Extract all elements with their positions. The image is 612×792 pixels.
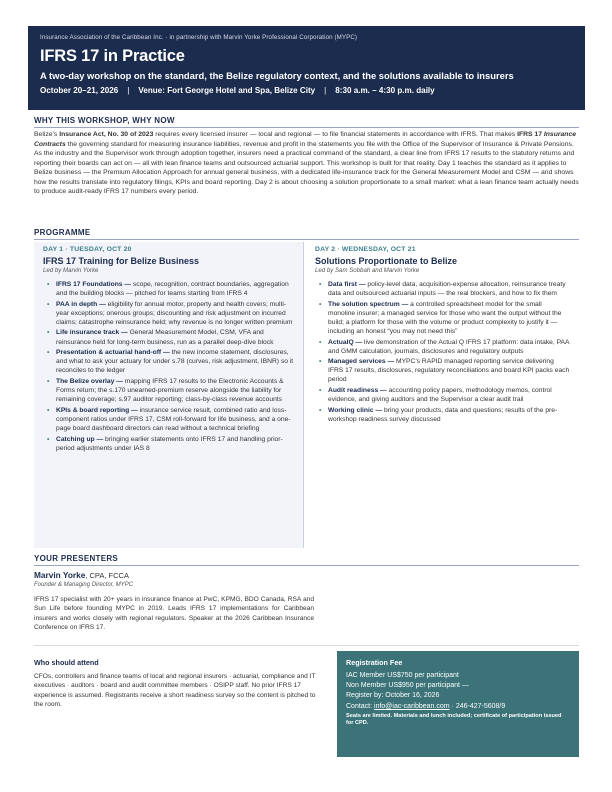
day2-topic-list <box>315 280 570 424</box>
page-subtitle: A two-day workshop on the standard, the Belize regulatory context, and the solutions available to insurers <box>40 70 514 81</box>
contact-line: Contact: info@iac-caribbean.com · 246-427-5608/9 <box>346 702 506 710</box>
member-fee: IAC Member US$750 per participant <box>346 672 459 679</box>
page-title: IFRS 17 in Practice <box>40 47 185 65</box>
day1-topic-list <box>43 280 294 453</box>
list-item: • The solution spectrum — a controlled spreadsheet model for the small monoline insurer; a managed service for those who want the output without the build; a platform for those with the volume or product complexity to justify it — including an honest “you may not need this” <box>315 300 570 336</box>
registration-note: Seats are limited. Materials and lunch included; certificate of participation issued for CPD. <box>346 712 562 727</box>
presenter-credentials: , CPA, FCCA <box>85 571 129 580</box>
header-banner <box>28 26 585 110</box>
separator: | <box>324 86 327 95</box>
section-heading-why: WHY THIS WORKSHOP, WHY NOW <box>34 116 579 128</box>
list-item: • Presentation & actuarial hand-off — the new income statement, disclosures, and what to ask your actuary for under s.78 (curves, risk adjustment, IBNR) so it reconciles to the ledger <box>43 348 294 375</box>
day2-label: DAY 2 · WEDNESDAY, OCT 21 <box>315 246 416 253</box>
list-item: • Audit readiness — accounting policy papers, methodology memos, control evidence, and giving auditors and the Supervisor a clear audit trail <box>315 386 570 404</box>
registration-box <box>337 651 579 757</box>
presenter-bio: IFRS 17 specialist with 20+ years in insurance finance at PwC, KPMG, BDO Canada, RSA and Sun Life before founding MYPC in 2019. Leads IFRS 17 implementations for Caribbean insurers and works closely with regional regulators. Speaker at the 2026 Caribbean Insurance Conference on IFRS 17. <box>34 596 314 631</box>
event-dates: October 20–21, 2026 <box>40 86 119 95</box>
register-deadline: Register by: October 16, 2026 <box>346 692 440 700</box>
presenter-card <box>34 570 314 632</box>
list-item: • Managed services — MYPC’s RAPID managed reporting service delivering IFRS 17 results, disclosures, regulatory reconciliations and board KPI packs each period <box>315 357 570 384</box>
presenter-role: Founder & Managing Director, MYPC <box>34 582 134 588</box>
list-item: • Life insurance track — General Measurement Model, CSM, VFA and reinsurance held for long-term business, run as a parallel deep-dive block <box>43 328 294 346</box>
list-item: • Working clinic — bring your products, data and questions; results of the pre-workshop readiness survey discussed <box>315 406 570 424</box>
contact-email-link[interactable]: info@iac-caribbean.com <box>374 702 450 710</box>
day2-title: Solutions Proportionate to Belize <box>315 256 458 266</box>
list-item: • ActualQ — live demonstration of the Actual Q IFRS 17 platform: data intake, PAA and GMM calculation, journals, disclosures and regulatory outputs <box>315 338 570 356</box>
registration-title: Registration Fee <box>346 658 403 667</box>
audience-text: CFOs, controllers and finance teams of local and regional insurers · actuarial, compliance and IT executives · auditors · board and audit committee members · OSIPP staff. No prior IFRS 17 experience is assumed. Registrants receive a short readiness survey so the content is pitched to the room. <box>34 673 316 708</box>
list-item: • KPIs & board reporting — insurance service result, combined ratio and loss-component ratios under IFRS 17, CSM roll-forward for life business, and a one-page board dashboard directors can read without a technical briefing <box>43 406 294 433</box>
list-item: • The Belize overlay — mapping IFRS 17 results to the Electronic Accounts & Forms return; the s.170 unearned-premium reserve alongside the liability for remaining coverage; s.97 auditor reporting; class-by-class revenue accounts <box>43 377 294 404</box>
contact-phone: · 246-427-5608/9 <box>449 702 506 710</box>
list-item: • IFRS 17 Foundations — scope, recognition, contract boundaries, aggregation and the building blocks — pitched for teams starting from IFRS 4 <box>43 280 294 298</box>
presenter-name: Marvin Yorke, CPA, FCCA <box>34 570 129 580</box>
day1-title: IFRS 17 Training for Belize Business <box>43 256 200 266</box>
day1-label: DAY 1 · TUESDAY, OCT 20 <box>43 246 132 253</box>
act-name: Insurance Act, No. 30 of 2023 <box>59 131 154 138</box>
day1-lead: Led by Marvin Yorke <box>43 267 99 274</box>
section-heading-presenters: YOUR PRESENTERS <box>34 554 579 566</box>
day1-panel <box>34 242 304 548</box>
divider <box>34 645 579 646</box>
organizer-line: Insurance Association of the Caribbean Inc. · in partnership with Marvin Yorke Professional Corporation (MYPC) <box>40 34 358 41</box>
list-item: • PAA in depth — eligibility for annual motor, property and health covers; multi-year exceptions; onerous groups; discounting and risk adjustment on incurred claims; catastrophe reinsurance held; why revenue is no longer written premium <box>43 300 294 327</box>
event-time: 8:30 a.m. – 4:30 p.m. daily <box>335 86 435 95</box>
separator: | <box>127 86 130 95</box>
why-paragraph: Belize’s Insurance Act, No. 30 of 2023 requires every licensed insurer — local and regional — to file financial statements in accordance with IFRS. That makes IFRS 17 Insurance Contracts the governing standard for measuring insurance liabilities, revenue and profit in the statements you file with the Office of the Supervisor of Insurance & Private Pensions. As the industry and the Supervisor work through adoption together, insurers need a practical command of the standard, a clear line from IFRS 17 results to the statutory returns and reporting their boards can act on — all with lean finance teams and outsourced actuarial support. This workshop is built for that reality. Day 1 teaches the standard as it applies to Belize business — the Premium Allocation Approach for annual general business, with a dedicated life-insurance track for the General Measurement Model and CSM — and shows how the results translate into regulatory filings, KPIs and board reporting. Day 2 is about choosing a solution proportionate to a small market: what a lean finance team actually needs to produce audit-ready IFRS 17 numbers every period. <box>34 131 579 195</box>
event-details <box>40 86 573 95</box>
day2-lead: Led by Sam Sobbah and Marvin Yorke <box>315 267 420 274</box>
audience-section <box>34 658 324 709</box>
non-member-fee: Non Member US$950 per participant — <box>346 682 469 690</box>
list-item: • Data first — policy-level data, acquisition-expense allocation, reinsurance treaty data and outsourced actuarial inputs — the real blockers, and how to fix them <box>315 280 570 298</box>
list-item: • Catching up — bringing earlier statements onto IFRS 17 and handling prior-period adjustments under IAS 8 <box>43 435 294 453</box>
event-venue: Venue: Fort George Hotel and Spa, Belize City <box>138 86 316 95</box>
audience-title: Who should attend <box>34 658 99 667</box>
section-heading-programme: PROGRAMME <box>34 228 579 240</box>
day2-panel <box>306 242 579 548</box>
